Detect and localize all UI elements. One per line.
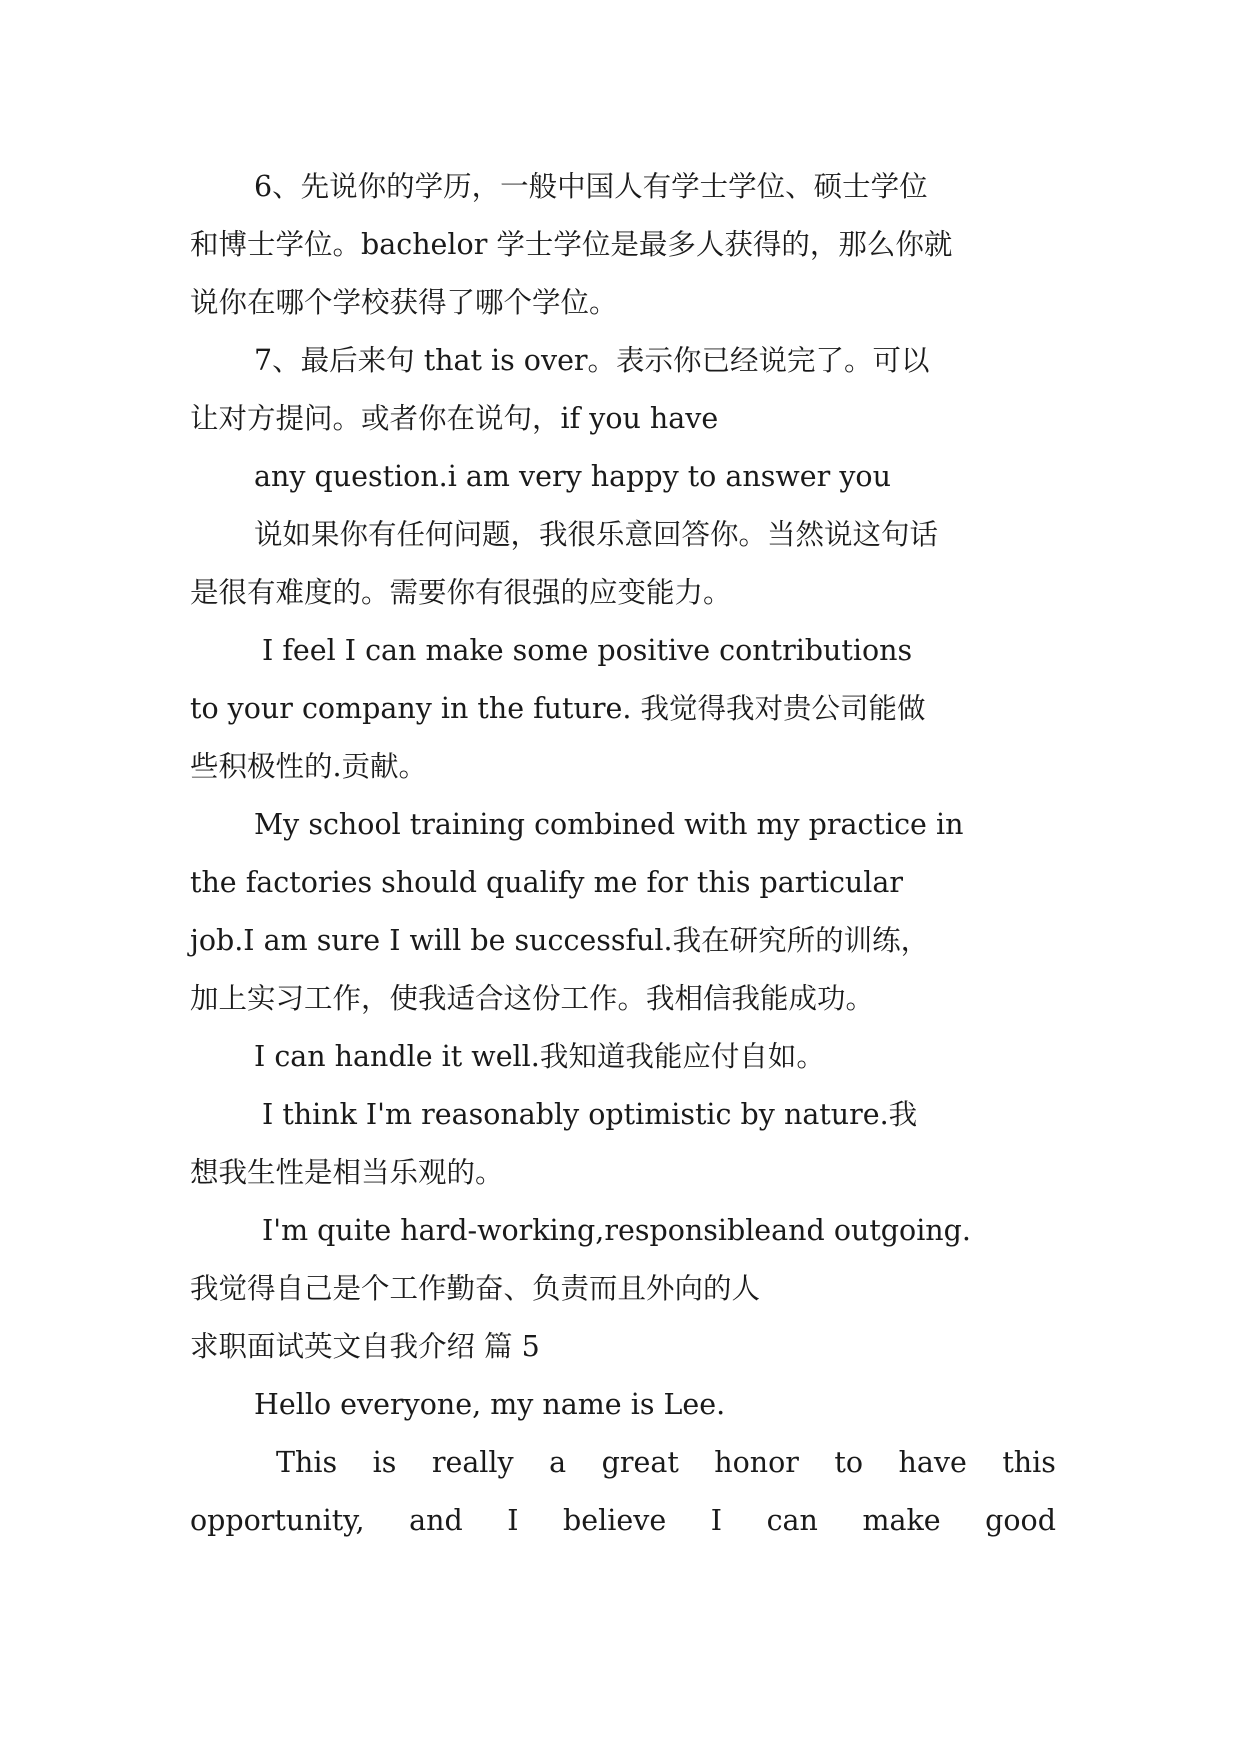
- word: to: [834, 1446, 864, 1479]
- text-line-justified: [190, 1492, 1056, 1550]
- text-line: any question.i am very happy to answer you: [254, 460, 891, 493]
- text-line: the factories should qualify me for this particular: [190, 866, 904, 899]
- word: I: [710, 1504, 723, 1537]
- word: I: [507, 1504, 519, 1537]
- word: can: [766, 1504, 818, 1537]
- text-line: I think I'm reasonably optimistic by nature.我: [262, 1098, 918, 1131]
- text-line: to your company in the future. 我觉得我对贵公司能做: [190, 692, 926, 725]
- word: this: [1002, 1446, 1056, 1479]
- document-page: [190, 158, 1056, 1550]
- text-line: 些积极性的.贡献。: [190, 750, 428, 783]
- text-line: 想我生性是相当乐观的。: [190, 1156, 504, 1189]
- word: good: [985, 1504, 1056, 1537]
- text-line: Hello everyone, my name is Lee.: [254, 1388, 726, 1421]
- text-line: 我觉得自己是个工作勤奋、负责而且外向的人: [190, 1272, 761, 1305]
- text-line: My school training combined with my practice in: [254, 808, 964, 841]
- word: have: [898, 1446, 967, 1479]
- text-line: I'm quite hard-working,responsibleand outgoing.: [262, 1214, 971, 1247]
- word: a: [549, 1446, 567, 1479]
- text-line: job.I am sure I will be successful.我在研究所的训练，: [190, 924, 930, 957]
- text-line: 加上实习工作，使我适合这份工作。我相信我能成功。: [190, 982, 875, 1015]
- section-heading: 求职面试英文自我介绍 篇 5: [190, 1330, 540, 1363]
- word: opportunity,: [190, 1504, 365, 1537]
- text-line: I can handle it well.我知道我能应付自如。: [254, 1040, 825, 1073]
- text-line: 6、先说你的学历，一般中国人有学士学位、硕士学位: [254, 170, 928, 203]
- text-line: 和博士学位。bachelor 学士学位是最多人获得的，那么你就: [190, 228, 953, 261]
- text-line-justified: [190, 1434, 1056, 1492]
- word: and: [409, 1504, 463, 1537]
- word: make: [862, 1504, 941, 1537]
- text-line: 7、最后来句 that is over。表示你已经说完了。可以: [254, 344, 930, 377]
- text-line: I feel I can make some positive contributions: [262, 634, 913, 667]
- text-line: 说如果你有任何问题，我很乐意回答你。当然说这句话: [254, 518, 939, 551]
- word: really: [431, 1446, 514, 1479]
- word: This: [276, 1446, 338, 1479]
- word: believe: [563, 1504, 667, 1537]
- word: great: [601, 1446, 679, 1479]
- text-line: 说你在哪个学校获得了哪个学位。: [190, 286, 618, 319]
- word: honor: [714, 1446, 799, 1479]
- word: is: [372, 1446, 397, 1479]
- text-line: 让对方提问。或者你在说句，if you have: [190, 402, 719, 435]
- text-line: 是很有难度的。需要你有很强的应变能力。: [190, 576, 732, 609]
